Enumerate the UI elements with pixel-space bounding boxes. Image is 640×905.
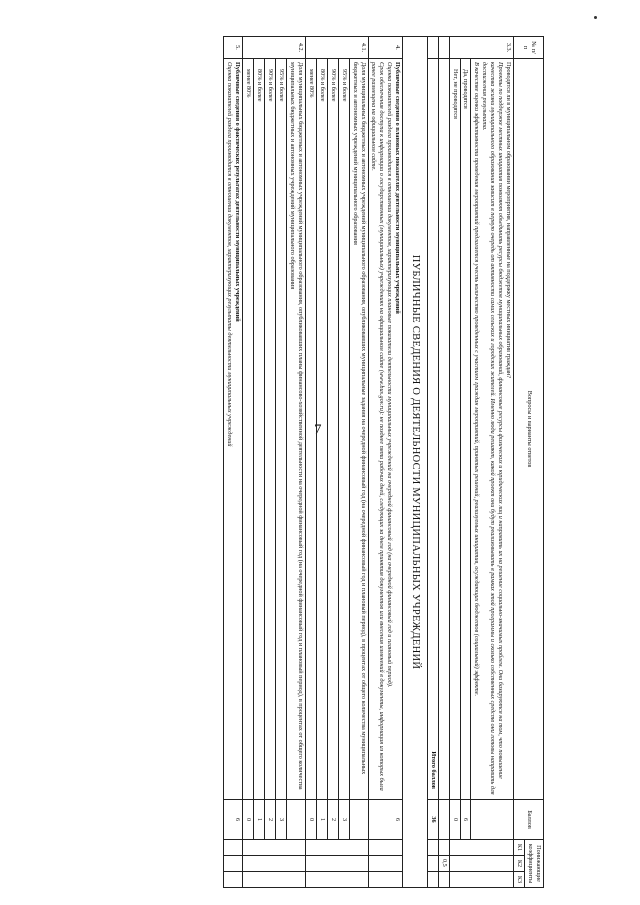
table-row bbox=[265, 37, 276, 888]
question-desc: Оценка показателей раздела производится в отношении документов, характеризующих плановые показатели деятельности муниципальных учреждений на очередной финансовый год (на очередной финансовый год и плановый период). bbox=[386, 62, 394, 688]
total-value: 36 bbox=[427, 800, 438, 840]
row-num: 5. bbox=[224, 37, 243, 59]
header-k1: К1 bbox=[514, 840, 525, 856]
option-points: 0 bbox=[449, 800, 460, 840]
row-question bbox=[471, 59, 514, 800]
table-row bbox=[449, 37, 460, 888]
criteria-table bbox=[223, 36, 544, 888]
option-points: 6 bbox=[460, 800, 471, 840]
header-num: № п/п bbox=[514, 37, 544, 59]
option-label: 95% и более bbox=[338, 59, 349, 800]
header-k2: К2 bbox=[514, 856, 525, 872]
table-row bbox=[243, 37, 254, 888]
row-num: 4.2. bbox=[243, 37, 306, 59]
section-row bbox=[403, 37, 427, 888]
question-desc: Проекты по поддержке местных инициатив позволяют объединить ресурсы бюджетов муниципальных образований, финансовые ресурсы физических и юридических лиц и направить их на решение социально-значимых проблем. Они базируются на том, что повышение качества жизни муниципального образования зависит в первую очередь от активности самих сельских и городских жителей. Именно люди решают, какой проект они будут реализовывать в рамках этой программы и сколько собственных средств они готовы направить для достижения результата. bbox=[481, 62, 505, 795]
question-desc: Оценка показателей раздела производится в отношении документов, характеризующих результаты деятельности муниципальных учреждений bbox=[226, 62, 234, 447]
option-points: 2 bbox=[327, 800, 338, 840]
option-points: 1 bbox=[254, 800, 265, 840]
option-label: 90% и более bbox=[327, 59, 338, 800]
table-row bbox=[305, 37, 316, 888]
table-row bbox=[338, 37, 349, 888]
table-row bbox=[368, 37, 403, 888]
option-label: менее 80% bbox=[243, 59, 254, 800]
question-text: Публичные сведения о плановых показателях деятельности муниципальных учреждений bbox=[394, 62, 402, 314]
section-title: ПУБЛИЧНЫЕ СВЕДЕНИЯ О ДЕЯТЕЛЬНОСТИ МУНИЦИПАЛЬНЫХ УЧРЕЖДЕНИЙ bbox=[403, 37, 427, 888]
option-label: Нет, не проводятся bbox=[449, 59, 460, 800]
table-row bbox=[438, 37, 449, 888]
option-label: 80% и более bbox=[254, 59, 265, 800]
row-points: 6 bbox=[368, 800, 403, 840]
table-row bbox=[327, 37, 338, 888]
option-label: 90% и более bbox=[265, 59, 276, 800]
header-k3: К3 bbox=[514, 872, 525, 888]
row-points: 6 bbox=[224, 800, 243, 840]
header-question: Вопросы и варианты ответов bbox=[514, 59, 544, 800]
option-label: Да, проводятся bbox=[460, 59, 471, 800]
row-question bbox=[368, 59, 403, 800]
header-points: Баллов bbox=[514, 800, 544, 840]
option-label: 80% и более bbox=[316, 59, 327, 800]
table-row bbox=[276, 37, 287, 888]
table-row bbox=[471, 37, 514, 888]
table-row bbox=[254, 37, 265, 888]
total-row bbox=[427, 37, 438, 888]
option-label: 95% и более bbox=[276, 59, 287, 800]
table-header bbox=[525, 37, 544, 888]
question-desc-2: Срок обеспечения доступа к информации о государственных (муниципальных) учреждениях на официальном сайте (www.bus.gov.ru): не позднее пяти рабочих дней, следующих за днем принятия документов или внесения изменений в документы, информация из которых была ранее размещена на официальном сайте. bbox=[370, 62, 386, 791]
row-question bbox=[224, 59, 243, 800]
option-points: 3 bbox=[276, 800, 287, 840]
page-number: 7 bbox=[314, 422, 322, 438]
question-text: Проводятся ли в муниципальном образовании мероприятия, направленные на поддержку местных инициатив граждан? bbox=[505, 62, 513, 379]
option-points: 2 bbox=[265, 800, 276, 840]
row-num: 4.1. bbox=[305, 37, 368, 59]
option-points: 0 bbox=[243, 800, 254, 840]
total-label: Итого баллов bbox=[427, 59, 438, 800]
rotated-document bbox=[36, 36, 544, 888]
question-text: Публичные сведения о фактических результатах деятельности муниципальных учреждений bbox=[234, 62, 242, 322]
table-row bbox=[349, 37, 368, 888]
row-question: Доля муниципальных бюджетных и автономных учреждений муниципального образования, опубликовавших муниципальные задания на очередной финансовый год (на очередной финансовый год и плановый период), в процентах от общего количества муниципальных бюджетных и автономных учреждений муниципального образования bbox=[349, 59, 368, 800]
table-row bbox=[224, 37, 243, 888]
header-reduce: Понижающие коэффициенты bbox=[525, 840, 544, 888]
scan-speck bbox=[594, 16, 597, 19]
row-question: Доля муниципальных бюджетных и автономных учреждений муниципального образования, опубликовавших планы финансово-хозяйственной деятельности на очередной финансовый год (на очередной финансовый год и плановый период), в процентах от общего количества муниципальных бюджетных и автономных учреждений муниципального образования bbox=[287, 59, 306, 800]
option-points: 3 bbox=[338, 800, 349, 840]
option-points: 1 bbox=[316, 800, 327, 840]
option-label: менее 80% bbox=[305, 59, 316, 800]
option-points: 0 bbox=[305, 800, 316, 840]
table-row bbox=[460, 37, 471, 888]
row-num: 4. bbox=[368, 37, 403, 59]
question-desc-2: В качестве оценки эффективности проведения мероприятий предлагается учесть количество проведенных с участием граждан мероприятий, принятых решений, реализуемых инициатив, осуждающих бюджетов (социальный) эффекте. bbox=[473, 62, 481, 697]
row-num: 3.3. bbox=[449, 37, 514, 59]
table-row bbox=[287, 37, 306, 888]
coefficient-k2: 0,5 bbox=[438, 856, 449, 872]
table-row bbox=[316, 37, 327, 888]
